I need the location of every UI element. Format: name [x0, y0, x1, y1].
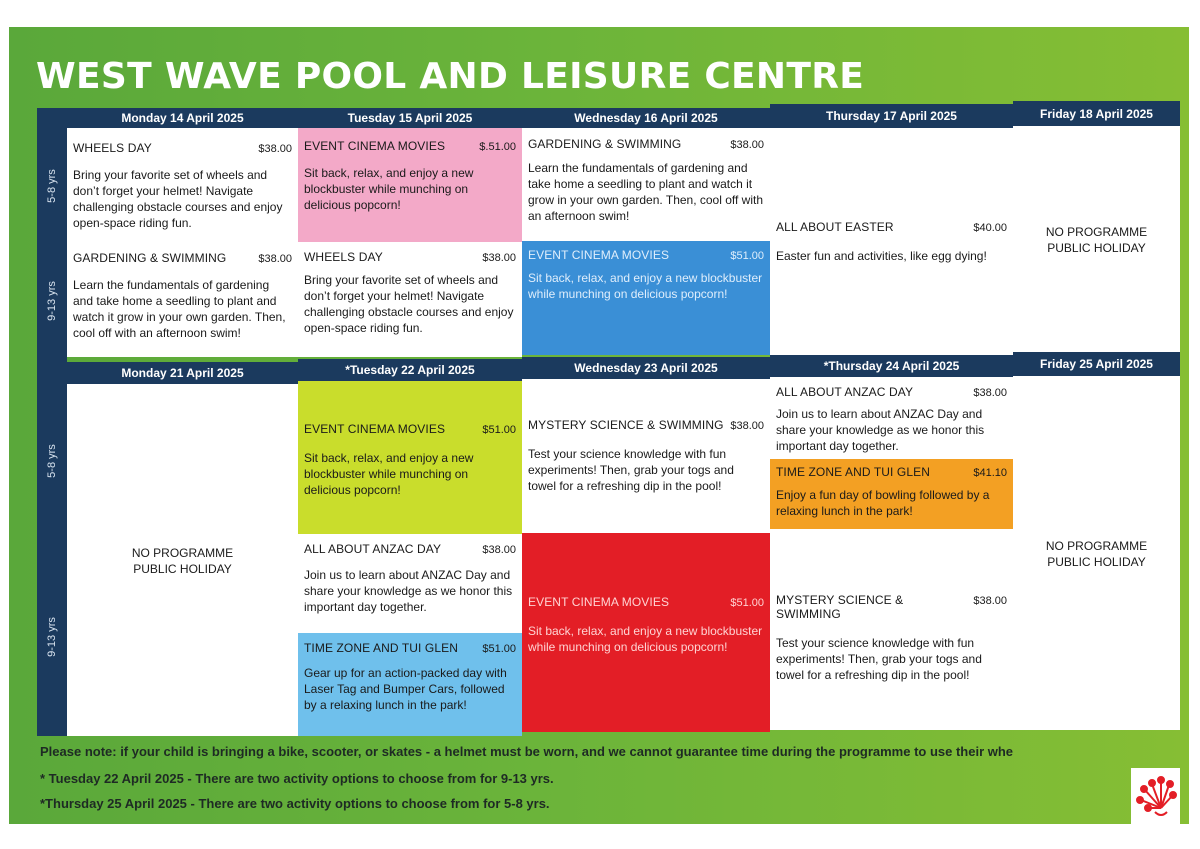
public-holiday-cell	[1013, 376, 1180, 730]
activity-description: Learn the fundamentals of gardening and take home a seedling to plant and watch it grow in your own garden. Then, cool off with an afternoon swim!	[73, 278, 286, 340]
activity-card-easter[interactable]	[770, 128, 1013, 357]
activity-card-cinema[interactable]	[298, 381, 522, 534]
header-corner	[37, 357, 67, 384]
no-programme-label: NO PROGRAMME	[1045, 539, 1148, 553]
day-header-mon-21: Monday 21 April 2025	[67, 362, 298, 384]
day-header-tue-22: *Tuesday 22 April 2025	[298, 359, 522, 381]
activity-card-cinema[interactable]	[522, 533, 770, 732]
activity-name: EVENT CINEMA MOVIES	[528, 248, 670, 262]
day-header-thu-24: *Thursday 24 April 2025	[770, 355, 1013, 377]
public-holiday-label: PUBLIC HOLIDAY	[1047, 241, 1146, 255]
day-header-fri-18: Friday 18 April 2025	[1013, 101, 1180, 126]
activity-card-gardening[interactable]	[522, 128, 770, 241]
activity-description: Sit back, relax, and enjoy a new blockbuster while munching on delicious popcorn!	[528, 624, 763, 654]
activity-price: $38.00	[973, 387, 1007, 399]
thursday-note: *Thursday 25 April 2025 - There are two activity options to choose from for 5-8 yrs.	[40, 796, 550, 811]
pohutukawa-flower-icon	[1131, 768, 1180, 824]
activity-name: TIME ZONE AND TUI GLEN	[304, 641, 458, 655]
activity-description: Easter fun and activities, like egg dying!	[776, 249, 987, 263]
activity-description: Join us to learn about ANZAC Day and share your knowledge as we honor this important day together.	[304, 568, 513, 614]
activity-name: ALL ABOUT EASTER	[776, 220, 894, 234]
public-holiday-label: PUBLIC HOLIDAY	[133, 562, 232, 576]
activity-description: Sit back, relax, and enjoy a new blockbuster while munching on delicious popcorn!	[528, 271, 763, 301]
activity-description: Join us to learn about ANZAC Day and share your knowledge as we honor this important day together.	[776, 407, 985, 453]
activity-price: $38.00	[730, 420, 764, 432]
activity-card-timezone[interactable]	[770, 459, 1013, 529]
day-header-wed-23: Wednesday 23 April 2025	[522, 357, 770, 379]
activity-description: Test your science knowledge with fun experiments! Then, grab your togs and towel for a refreshing dip in the pool!	[528, 447, 734, 493]
age-label-9-13-week2: 9-13 yrs	[37, 537, 67, 736]
day-header-tue-15: Tuesday 15 April 2025	[298, 108, 522, 128]
day-column-mon-14	[67, 128, 298, 357]
activity-card-anzac[interactable]	[770, 377, 1013, 459]
activity-description: Sit back, relax, and enjoy a new blockbuster while munching on delicious popcorn!	[304, 166, 474, 212]
activity-description: Bring your favorite set of wheels and don’t forget your helmet! Navigate challenging obstacle courses and enjoy open-space riding fun.	[304, 273, 514, 335]
day-header-mon-14: Monday 14 April 2025	[67, 108, 298, 128]
activity-name: ALL ABOUT ANZAC DAY	[304, 542, 442, 556]
activity-name: EVENT CINEMA MOVIES	[528, 595, 670, 609]
council-logo	[1131, 768, 1180, 824]
activity-card[interactable]	[67, 251, 298, 341]
activity-price: $38.00	[973, 595, 1007, 607]
public-holiday-cell	[67, 384, 298, 736]
activity-price: $51.00	[482, 424, 516, 436]
activity-price: $51.00	[482, 643, 516, 655]
activity-description: Sit back, relax, and enjoy a new blockbuster while munching on delicious popcorn!	[304, 451, 474, 497]
activity-price: $38.00	[482, 252, 516, 264]
header-corner	[37, 108, 67, 128]
activity-description: Test your science knowledge with fun experiments! Then, grab your togs and towel for a refreshing dip in the pool!	[776, 636, 982, 682]
activity-card-science[interactable]	[770, 529, 1013, 730]
day-header-wed-16: Wednesday 16 April 2025	[522, 108, 770, 128]
day-header-thu-17: Thursday 17 April 2025	[770, 104, 1013, 128]
activity-price: $40.00	[973, 222, 1007, 234]
day-header-fri-25: Friday 25 April 2025	[1013, 352, 1180, 376]
activity-name: WHEELS DAY	[73, 141, 152, 155]
no-programme-label: NO PROGRAMME	[131, 546, 234, 560]
no-programme-label: NO PROGRAMME	[1045, 225, 1148, 239]
age-label-5-8-week1: 5-8 yrs	[37, 128, 67, 244]
activity-description: Learn the fundamentals of gardening and take home a seedling to plant and watch it grow in your own garden. Then, cool off with an afternoon swim!	[528, 161, 764, 223]
tuesday-note: * Tuesday 22 April 2025 - There are two activity options to choose from for 9-13 yrs.	[40, 771, 554, 786]
activity-description: Gear up for an action-packed day with Laser Tag and Bumper Cars, followed by a relaxing lunch in the park!	[304, 666, 507, 712]
activity-price: $38.00	[258, 143, 292, 155]
age-label-9-13-week1: 9-13 yrs	[37, 244, 67, 357]
activity-card-anzac[interactable]	[298, 534, 522, 633]
age-label-5-8-week2: 5-8 yrs	[37, 384, 67, 537]
activity-description: Bring your favorite set of wheels and don’t forget your helmet! Navigate challenging obstacle courses and enjoy open-space riding fun.	[73, 168, 283, 230]
activity-price: $51.00	[730, 597, 764, 609]
public-holiday-label: PUBLIC HOLIDAY	[1047, 555, 1146, 569]
activity-price: $38.00	[482, 544, 516, 556]
activity-price: $38.00	[730, 139, 764, 151]
activity-name: EVENT CINEMA MOVIES	[304, 422, 446, 436]
activity-card-cinema[interactable]	[298, 128, 522, 242]
activity-name: ALL ABOUT ANZAC DAY	[776, 385, 914, 399]
activity-name: MYSTERY SCIENCE & SWIMMING	[528, 418, 724, 432]
activity-price: $38.00	[258, 253, 292, 265]
activity-name: EVENT CINEMA MOVIES	[304, 139, 446, 153]
activity-card-science[interactable]	[522, 379, 770, 533]
activity-description: Enjoy a fun day of bowling followed by a relaxing lunch in the park!	[776, 488, 990, 518]
page-title: WEST WAVE POOL AND LEISURE CENTRE	[36, 56, 865, 97]
activity-price: $41.10	[973, 467, 1007, 479]
public-holiday-cell	[1013, 126, 1180, 355]
activity-price: $.51.00	[479, 141, 516, 153]
activity-price: $51.00	[730, 250, 764, 262]
activity-name: MYSTERY SCIENCE & SWIMMING	[776, 593, 904, 621]
activity-name: WHEELS DAY	[304, 250, 383, 264]
helmet-note: Please note: if your child is bringing a bike, scooter, or skates - a helmet must be worn, and we cannot guarantee time during the programme to use their whe	[40, 744, 1014, 759]
activity-card-cinema[interactable]	[522, 241, 770, 355]
activity-card[interactable]	[67, 141, 298, 231]
activity-name: TIME ZONE AND TUI GLEN	[776, 465, 930, 479]
activity-card-timezone[interactable]	[298, 633, 522, 736]
activity-name: GARDENING & SWIMMING	[528, 137, 682, 151]
activity-name: GARDENING & SWIMMING	[73, 251, 227, 265]
activity-card-wheels[interactable]	[298, 242, 522, 357]
